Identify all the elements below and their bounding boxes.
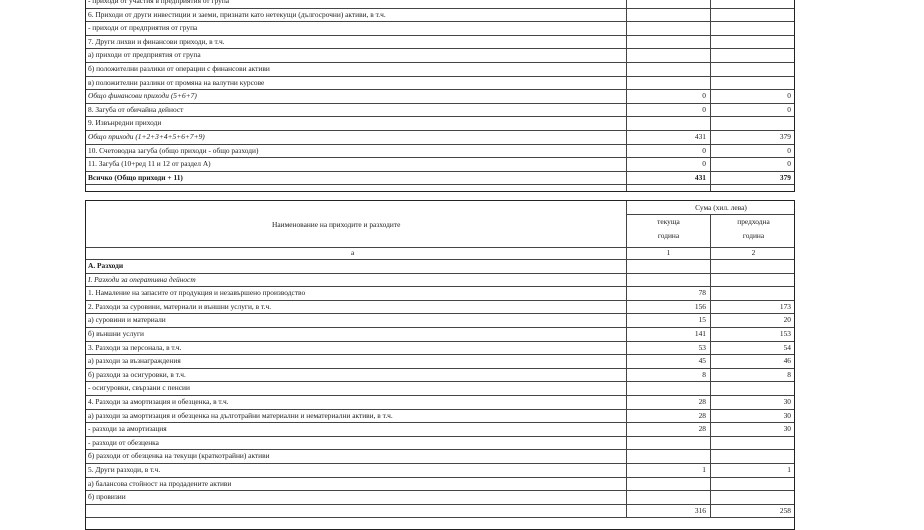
header-current-year-2: година — [657, 231, 680, 240]
row-label: б) разходи от обезценка на текущи (краткотрайни) активи — [88, 451, 270, 461]
table-row — [86, 314, 794, 328]
table-row — [86, 478, 794, 492]
previous-year-value: 173 — [779, 301, 791, 311]
previous-year-value: 379 — [779, 132, 791, 141]
current-year-value: 28 — [698, 410, 706, 420]
column-index-a: а — [351, 248, 355, 257]
current-year-value: 0 — [702, 91, 706, 101]
previous-year-value — [711, 77, 794, 90]
current-year-value — [627, 478, 710, 491]
current-year-value: 1 — [702, 465, 706, 474]
previous-year-value — [711, 36, 794, 49]
previous-year-value: 0 — [787, 159, 791, 169]
current-year-value — [627, 36, 710, 49]
current-year-value: 0 — [702, 159, 706, 169]
previous-year-value — [711, 437, 794, 450]
row-label: 7. Други лихви и финансови приходи, в т.ч. — [88, 36, 225, 46]
table-row — [86, 172, 794, 186]
table-row — [86, 77, 794, 91]
header-previous-year-2: година — [742, 231, 765, 240]
previous-year-value: 46 — [783, 356, 791, 366]
current-year-value: 0 — [702, 145, 706, 155]
previous-year-value — [711, 478, 794, 491]
current-year-value: 316 — [694, 505, 706, 515]
table-row — [86, 450, 794, 464]
row-label: - разходи от обезценка — [88, 437, 159, 447]
table-row — [86, 464, 794, 478]
table-row — [86, 342, 794, 356]
current-year-value — [627, 450, 710, 463]
table-row — [86, 117, 794, 131]
table-row — [86, 301, 794, 315]
current-year-value: 15 — [698, 315, 706, 325]
table-row — [86, 491, 794, 505]
current-year-value — [627, 260, 710, 273]
table-row — [86, 63, 794, 77]
current-year-value: 8 — [702, 369, 706, 379]
header-sum-title: Сума (хил. лева) — [695, 203, 747, 212]
row-label: 3. Разходи за персонала, в т.ч. — [88, 342, 182, 352]
table-row — [86, 9, 794, 23]
previous-year-value — [711, 450, 794, 463]
row-label: 8. Загуба от обичайна дейност — [88, 104, 184, 114]
current-year-value: 431 — [694, 132, 706, 141]
row-label: б) външни услуги — [88, 329, 144, 338]
current-year-value — [627, 22, 710, 35]
row-label: 6. Приходи от други инвестиции и заеми, признати като нетекущи (дългосрочни) активи, в т.ч. — [88, 9, 386, 19]
table-row — [86, 396, 794, 410]
row-label: 10. Счетоводна загуба (общо приходи - общо разходи) — [88, 145, 259, 155]
table-row — [86, 145, 794, 159]
current-year-value: 141 — [694, 329, 706, 338]
current-year-value: 431 — [694, 172, 706, 182]
row-label: б) провизии — [88, 492, 126, 502]
row-label: Общо финансови приходи (5+6+7) — [88, 91, 197, 101]
row-label: 9. Извънредни приходи — [88, 118, 162, 128]
row-label: а) балансова стойност на продадените активи — [88, 478, 232, 488]
table-row — [86, 274, 794, 288]
previous-year-value: 54 — [783, 342, 791, 352]
previous-year-value: 30 — [783, 424, 791, 434]
table-row — [86, 158, 794, 172]
row-label: 2. Разходи за суровини, материали и външни услуги, в т.ч. — [88, 301, 272, 311]
previous-year-value — [711, 63, 794, 76]
row-label: 11. Загуба (10+ред 11 и 12 от раздел А) — [88, 159, 211, 169]
previous-year-value — [711, 49, 794, 62]
previous-year-value: 0 — [787, 91, 791, 101]
row-label: I. Разходи за оперативна дейност — [88, 274, 196, 284]
table-row — [86, 423, 794, 437]
table-row — [86, 90, 794, 104]
current-year-value: 28 — [698, 424, 706, 434]
previous-year-value: 258 — [779, 505, 791, 515]
header-previous-year: предходна — [737, 217, 770, 226]
current-year-value — [627, 117, 710, 130]
table-row — [86, 437, 794, 451]
income-table — [85, 0, 795, 192]
expense-table — [85, 200, 795, 530]
current-year-value — [627, 0, 710, 8]
previous-year-value: 8 — [787, 369, 791, 379]
table-row — [86, 131, 794, 145]
row-label: - осигуровки, свързани с пенсии — [88, 383, 190, 393]
row-label — [88, 505, 622, 518]
row-label: 5. Други разходи, в т.ч. — [88, 465, 161, 474]
previous-year-value — [711, 274, 794, 287]
column-index-1: 1 — [666, 248, 671, 257]
row-label: в) положителни разлики от промяна на валутни курсове — [88, 77, 265, 87]
current-year-value: 53 — [698, 342, 706, 352]
table-row — [86, 382, 794, 396]
table-row — [86, 22, 794, 36]
row-label: Всичко (Общо приходи + 11) — [88, 172, 183, 182]
row-label: б) положителни разлики от операции с финансови активи — [88, 64, 270, 73]
table-row — [86, 49, 794, 63]
current-year-value: 156 — [694, 301, 706, 311]
table-row — [86, 328, 794, 342]
previous-year-value: 20 — [783, 315, 791, 325]
table-row — [86, 104, 794, 118]
row-label: 1. Намаление на запасите от продукция и незавършено производство — [88, 288, 306, 298]
row-label: б) разходи за осигуровки, в т.ч. — [88, 369, 186, 379]
row-label: А. Разходи — [88, 261, 124, 270]
previous-year-value: 379 — [779, 172, 791, 182]
current-year-value — [627, 9, 710, 22]
table-row — [86, 0, 794, 9]
table-row — [86, 36, 794, 50]
table-row — [86, 287, 794, 301]
current-year-value — [627, 382, 710, 395]
current-year-value — [627, 49, 710, 62]
current-year-value — [627, 274, 710, 287]
row-label: а) разходи за амортизация и обезценка на дълготрайни материални и нематериални активи, в т.ч. — [88, 410, 393, 420]
previous-year-value: 30 — [783, 410, 791, 420]
row-label: а) приходи от предприятия от група — [88, 50, 201, 60]
previous-year-value — [711, 117, 794, 130]
previous-year-value — [711, 9, 794, 22]
header-name-column: Наименование на приходите и разходите — [272, 220, 401, 229]
previous-year-value: 153 — [779, 329, 791, 338]
previous-year-value — [711, 0, 794, 8]
row-label: а) суровини и материали — [88, 315, 166, 325]
previous-year-value: 0 — [787, 145, 791, 155]
table-row — [86, 410, 794, 424]
previous-year-value — [711, 22, 794, 35]
previous-year-value — [711, 382, 794, 395]
column-index-2: 2 — [751, 248, 756, 257]
table-row — [86, 505, 794, 519]
table-row — [86, 355, 794, 369]
row-label: Общо приходи (1+2+3+4+5+6+7+9) — [88, 132, 205, 141]
row-label: 4. Разходи за амортизация и обезценка, в т.ч. — [88, 397, 229, 406]
previous-year-value: 1 — [787, 465, 791, 474]
previous-year-value: 30 — [783, 397, 791, 406]
row-label: - приходи от предприятия от група — [88, 23, 198, 33]
previous-year-value: 0 — [787, 104, 791, 114]
current-year-value: 45 — [698, 356, 706, 366]
previous-year-value — [711, 260, 794, 273]
table-row — [86, 369, 794, 383]
current-year-value — [627, 77, 710, 90]
previous-year-value — [711, 287, 794, 300]
current-year-value — [627, 437, 710, 450]
previous-year-value — [711, 491, 794, 504]
column-index-row — [86, 248, 794, 260]
current-year-value: 28 — [698, 397, 706, 406]
current-year-value — [627, 491, 710, 504]
header-current-year: текуща — [657, 217, 680, 226]
table-header — [86, 201, 794, 248]
row-label: - разходи за амортизация — [88, 424, 167, 434]
row-label: а) разходи за възнаграждения — [88, 356, 181, 366]
table-row — [86, 260, 794, 274]
current-year-value: 0 — [702, 104, 706, 114]
current-year-value — [627, 63, 710, 76]
row-label: - приходи от участия в предприятия от група — [88, 0, 230, 5]
current-year-value: 78 — [698, 288, 706, 298]
